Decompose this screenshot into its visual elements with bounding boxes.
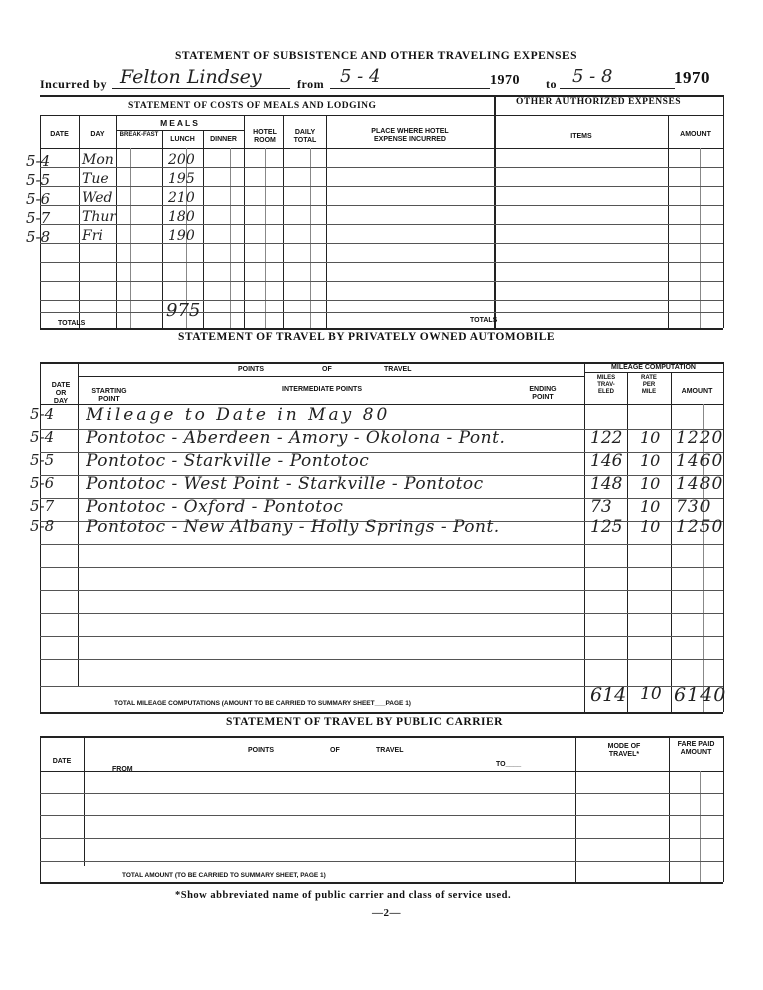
auto-row-rate: 10 [640, 474, 661, 493]
meals-section-title: STATEMENT OF COSTS OF MEALS AND LODGING [128, 101, 377, 111]
total-rate: 10 [640, 684, 662, 704]
auto-row-amount: 1460 [676, 451, 724, 471]
auto-row-date: 5-4 [30, 405, 55, 423]
pub-to-label: TO____ [496, 761, 522, 768]
pub-travel-label: TRAVEL [376, 747, 404, 754]
auto-row-route: Mileage to Date in May 80 [86, 405, 391, 425]
auto-row-rate: 10 [640, 497, 661, 516]
auto-row-date: 5-8 [30, 517, 55, 535]
meal-row-day: Mon [82, 152, 114, 168]
form-title: STATEMENT OF SUBSISTENCE AND OTHER TRAVELING EXPENSES [175, 50, 578, 62]
to-date: 5 - 8 [572, 66, 613, 87]
auto-row-amount: 730 [676, 497, 712, 517]
meal-row-date: 5-4 [26, 152, 51, 170]
col-place: PLACE WHERE HOTEL EXPENSE INCURRED [371, 128, 449, 143]
meal-row-date: 5-8 [26, 228, 51, 246]
meal-row-date: 5-6 [26, 190, 51, 208]
col-breakfast: BREAK-FAST [119, 132, 159, 138]
pub-of-label: OF [330, 747, 340, 754]
pub-points-label: POINTS [248, 747, 275, 754]
auto-row-amount: 1250 [676, 517, 724, 537]
auto-row-date: 5-5 [30, 451, 55, 469]
incurred-by-label: Incurred by [40, 77, 107, 91]
public-section-title: STATEMENT OF TRAVEL BY PUBLIC CARRIER [226, 716, 503, 728]
meal-row-lunch: 180 [168, 209, 195, 225]
auto-section-title: STATEMENT OF TRAVEL BY PRIVATELY OWNED AUTOMOBILE [178, 331, 556, 343]
total-mileage-label: TOTAL MILEAGE COMPUTATIONS (AMOUNT TO BE CARRIED TO SUMMARY SHEET___PAGE 1) [114, 700, 411, 707]
meal-row-lunch: 210 [168, 190, 195, 206]
auto-row-amount: 1220 [676, 428, 724, 448]
pub-col-mode: MODE OF TRAVEL* [607, 743, 641, 758]
meal-row-date: 5-5 [26, 171, 51, 189]
col-ending-point: ENDING POINT [529, 386, 557, 401]
col-rate-per-mile: RATE PER MILE [641, 375, 657, 395]
col-miles-traveled: MILES TRAV-ELED [596, 375, 616, 395]
col-daily-total: DAILY TOTAL [293, 129, 317, 144]
incurred-by-name: Felton Lindsey [120, 66, 262, 88]
meal-row-lunch: 190 [168, 228, 195, 244]
from-date: 5 - 4 [340, 66, 381, 87]
meal-row-lunch: 200 [168, 152, 195, 168]
pub-from-label: FROM____ [112, 766, 149, 773]
auto-row-rate: 10 [640, 451, 661, 470]
auto-row-route: Pontotoc - West Point - Starkville - Pontotoc [86, 474, 484, 494]
auto-row-route: Pontotoc - Oxford - Pontotoc [86, 497, 344, 517]
year-from: 1970 [490, 73, 520, 88]
other-totals-label: TOTALS [470, 317, 498, 324]
auto-row-miles: 73 [590, 497, 612, 517]
auto-row-route: Pontotoc - Starkville - Pontotoc [86, 451, 370, 471]
meal-row-lunch: 195 [168, 171, 195, 187]
col-intermediate-points: INTERMEDIATE POINTS [282, 386, 362, 393]
total-auto-amount: 6140 [674, 684, 727, 706]
other-expenses-title: OTHER AUTHORIZED EXPENSES [516, 97, 682, 107]
auto-row-amount: 1480 [676, 474, 724, 494]
col-day: DAY [90, 131, 105, 138]
auto-row-route: Pontotoc - Aberdeen - Amory - Okolona - Pont. [86, 428, 506, 448]
travel-label: TRAVEL [384, 366, 412, 373]
lunch-total: 975 [166, 300, 201, 321]
col-hotel: HOTEL ROOM [253, 129, 277, 144]
meal-row-day: Wed [82, 190, 113, 206]
auto-row-date: 5-7 [30, 497, 55, 515]
auto-row-date: 5-6 [30, 474, 55, 492]
pub-col-date: DATE [52, 758, 72, 765]
points-label: POINTS [238, 366, 265, 373]
meal-row-date: 5-7 [26, 209, 51, 227]
col-auto-amount: AMOUNT [681, 388, 713, 395]
col-meals: MEALS [160, 118, 200, 128]
totals-label: TOTALS [58, 320, 86, 327]
col-items: ITEMS [570, 133, 592, 140]
to-label: to [546, 77, 557, 91]
mileage-computation-label: MILEAGE COMPUTATION [611, 364, 696, 371]
footnote: *Show abbreviated name of public carrier and class of service used. [175, 890, 512, 901]
auto-row-date: 5-4 [30, 428, 55, 446]
pub-total-label: TOTAL AMOUNT (TO BE CARRIED TO SUMMARY SHEET, PAGE 1) [122, 872, 326, 879]
meal-row-day: Thur [82, 209, 117, 225]
auto-row-miles: 148 [590, 474, 623, 494]
of-label: OF [322, 366, 332, 373]
col-lunch: LUNCH [170, 136, 195, 143]
auto-row-miles: 122 [590, 428, 623, 448]
auto-row-miles: 146 [590, 451, 623, 471]
year-to: 1970 [674, 68, 710, 87]
page-number: —2— [372, 907, 401, 919]
col-date-or-day: DATE OR DAY [51, 382, 71, 405]
col-date: DATE [50, 131, 69, 138]
total-miles: 614 [590, 684, 627, 706]
auto-row-rate: 10 [640, 517, 661, 536]
col-starting-point: STARTING POINT [91, 388, 127, 403]
meal-row-day: Tue [82, 171, 109, 187]
pub-col-fare: FARE PAID AMOUNT [677, 741, 715, 756]
auto-row-miles: 125 [590, 517, 623, 537]
col-dinner: DINNER [210, 136, 237, 143]
from-label: from [297, 77, 325, 91]
col-amount: AMOUNT [680, 131, 711, 138]
auto-row-route: Pontotoc - New Albany - Holly Springs - Pont. [86, 517, 500, 537]
auto-row-rate: 10 [640, 428, 661, 447]
meal-row-day: Fri [82, 228, 103, 244]
